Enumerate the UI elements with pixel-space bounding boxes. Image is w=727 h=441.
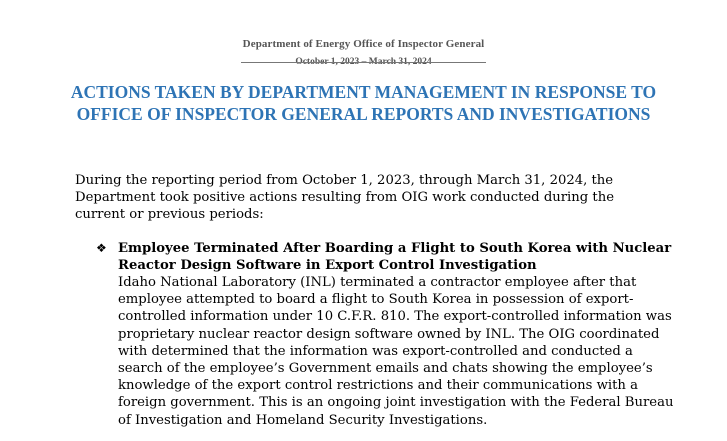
header-period: October 1, 2023 – March 31, 2024 [295,57,432,67]
diamond-bullet-icon: ❖ [96,241,107,255]
item-body: Idaho National Laboratory (INL) terminated a contractor employee after that employee attempted to board a flight to South Korea in possession of export-controlled information under 10 C.F.R. 810. The export-controlled information was proprietary nuclear reactor design software owned by INL. The OIG coordinated with determined that the information was export-controlled and conducted a search of the employee’s Government emails and chats showing the employee’s knowledge of the export control restrictions and their communications with a foreign government. This is an ongoing joint investigation with the Federal Bureau of Investigation and Homeland Security Investigations. [118,275,674,428]
intro-paragraph: During the reporting period from October 1, 2023, through March 31, 2024, the Department took positive actions resulting from OIG work conducted during the current or previous periods: [75,173,615,223]
item-heading: Employee Terminated After Boarding a Flight to South Korea with Nuclear Reactor Design Software in Export Control Investigation [118,241,672,274]
running-header [0,38,727,69]
page-title: ACTIONS TAKEN BY DEPARTMENT MANAGEMENT IN RESPONSE TO OFFICE OF INSPECTOR GENERAL REPORTS AND INVESTIGATIONS [70,82,657,124]
header-organization: Department of Energy Office of Inspector General [242,38,485,50]
header-divider [241,62,486,63]
